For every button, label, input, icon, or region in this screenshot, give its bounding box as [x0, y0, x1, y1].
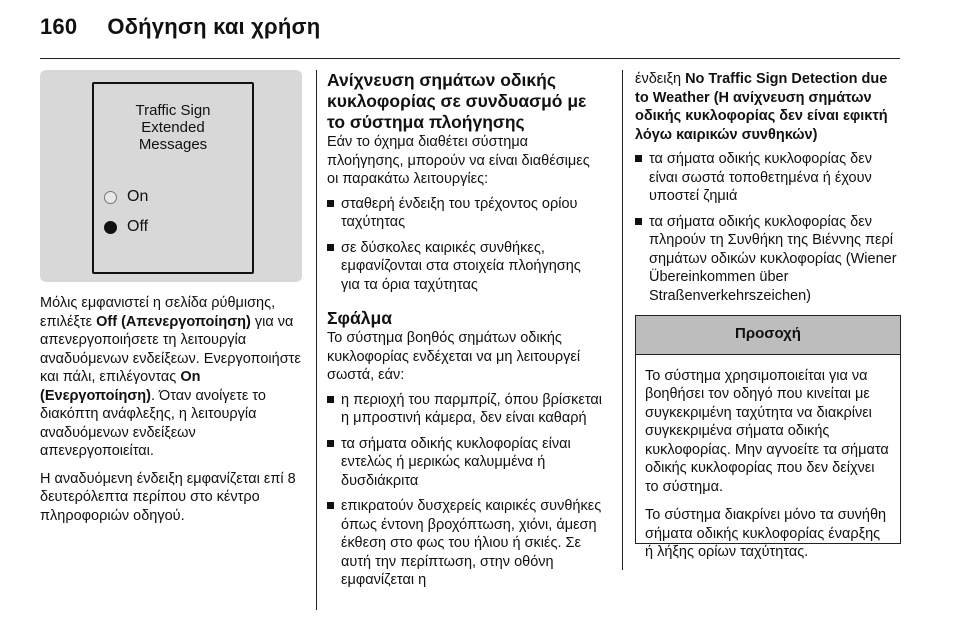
bullet-icon: [327, 200, 334, 207]
page-title: Οδήγηση και χρήση: [107, 14, 321, 39]
text: ένδειξη: [635, 71, 686, 87]
display-screen: [92, 82, 254, 274]
section-heading-fault: Σφάλμα: [327, 308, 392, 328]
bullet-icon: [327, 440, 334, 447]
page-number: 160: [40, 14, 78, 39]
bullet-list-signs: [635, 150, 901, 305]
bullet-icon: [635, 218, 642, 225]
text: τα σήματα οδικής κυκλοφορίας είναι εντελώς ή μερικώς καλυμμένα ή δυσδιάκριτα: [341, 435, 571, 489]
screen-title-line: Messages: [138, 136, 208, 153]
bullet-list-fault: [327, 391, 602, 590]
column-divider-2: [622, 70, 623, 570]
text: Μόλις εμφανιστεί η σελίδα ρύθμισης, επιλέξτε: [40, 295, 276, 330]
bold-term-on: On (Ενεργοποίηση): [40, 369, 201, 404]
caution-paragraph: Το σύστημα χρησιμοποιείται για να βοηθήσει τον οδηγό που κινείται με συγκεκριμένη ταχύτητα να διακρίνει συγκεκριμένα σήματα οδικής κυκλοφορίας. Μην αγνοείτε τα σήματα οδικής κυκλοφορίας που δεν δείχνει το σύστημα.: [645, 367, 889, 495]
caution-border-right: [900, 316, 901, 544]
bullet-list-navigation: [327, 195, 602, 295]
paragraph-continuation: [635, 70, 901, 144]
screen-title-line: Traffic Sign: [135, 102, 211, 119]
list-item: [327, 391, 602, 428]
caution-box: [635, 315, 901, 560]
caution-body: [635, 355, 901, 562]
paragraph-navigation-intro: Εάν το όχημα διαθέτει σύστημα πλοήγησης, μπορούν να είναι διαθέσιμες οι παρακάτω λειτουργίες:: [327, 134, 590, 187]
option-label: Off: [127, 218, 149, 235]
text: . Όταν ανοίγετε το διακόπτη ανάφλεξης, η λειτουργία αναδυόμενων ενδείξεων απενεργοποιείται.: [40, 387, 266, 459]
radio-selected-icon: [104, 221, 117, 234]
bold-message: No Traffic Sign Detection due to Weather (Η ανίχνευση σημάτων οδικής κυκλοφορίας δεν είναι εφικτή λόγω καιρικών συνθηκών): [635, 71, 888, 143]
settings-figure: [40, 70, 302, 282]
option-on[interactable]: [104, 188, 148, 207]
text: επικρατούν δυσχερείς καιρικές συνθήκες όπως έντονη βροχόπτωση, χιόνι, άμεση έκθεση στο φως του ήλιου ή σκιές. Σε αυτή την περίπτωση, στην οθόνη εμφανίζεται η: [341, 498, 602, 588]
section-heading-navigation: Ανίχνευση σημάτων οδικής κυκλοφορίας σε συνδυασμό με το σύστημα πλοήγησης: [327, 70, 587, 132]
paragraph-popup-duration: Η αναδυόμενη ένδειξη εμφανίζεται επί 8 δευτερόλεπτα περίπου στο κέντρο πληροφοριών οδηγού.: [40, 470, 296, 524]
text: σε δύσκολες καιρικές συνθήκες, εμφανίζονται στα στοιχεία πλοήγησης για τα όρια ταχύτητας: [341, 239, 581, 293]
text: τα σήματα οδικής κυκλοφορίας δεν πληρούν τη Συνθήκη της Βιέννης περί σημάτων οδικών κυκλοφορίας (Wiener Übereinkommen über Straßenverkehrszeichen): [649, 213, 897, 304]
page-header: [40, 14, 320, 40]
list-item: [327, 239, 602, 295]
list-item: [635, 213, 901, 306]
list-item: [635, 150, 901, 206]
option-off[interactable]: [104, 218, 148, 237]
paragraph-settings: [40, 294, 302, 461]
header-rule: [40, 58, 900, 59]
list-item: [327, 497, 602, 590]
paragraph-fault-intro: Το σύστημα βοηθός σημάτων οδικής κυκλοφορίας ενδέχεται να μη λειτουργεί σωστά, εάν:: [327, 330, 581, 383]
caution-paragraph: Το σύστημα διακρίνει μόνο τα συνήθη σήματα οδικής κυκλοφορίας έναρξης ή λήξης ορίων ταχύτητας.: [645, 507, 887, 560]
bullet-icon: [327, 396, 334, 403]
column-middle: [327, 70, 602, 597]
text: σταθερή ένδειξη του τρέχοντος ορίου ταχύτητας: [341, 195, 578, 230]
screen-title-line: Extended: [141, 119, 205, 136]
bullet-icon: [635, 155, 642, 162]
bold-term-off: Off (Απενεργοποίηση): [96, 313, 251, 330]
column-right: [635, 70, 901, 560]
text: τα σήματα οδικής κυκλοφορίας δεν είναι σωστά τοποθετημένα ή έχουν υποστεί ζημιά: [649, 151, 872, 204]
list-item: [327, 435, 602, 491]
caution-title: Προσοχή: [635, 316, 901, 355]
list-item: [327, 195, 602, 232]
bullet-icon: [327, 244, 334, 251]
text: για να απενεργοποιήσετε τη λειτουργία αναδυόμενων ενδείξεων. Ενεργοποιήστε και πάλι, επιλέγοντας: [40, 313, 301, 385]
column-divider-1: [316, 70, 317, 610]
option-label: On: [127, 188, 149, 205]
column-left: [40, 70, 302, 534]
radio-unselected-icon: [104, 191, 117, 204]
bullet-icon: [327, 502, 334, 509]
caution-border-left: [635, 316, 636, 544]
screen-title: [94, 102, 252, 153]
text: η περιοχή του παρμπρίζ, όπου βρίσκεται η μπροστινή κάμερα, δεν είναι καθαρή: [341, 391, 602, 426]
